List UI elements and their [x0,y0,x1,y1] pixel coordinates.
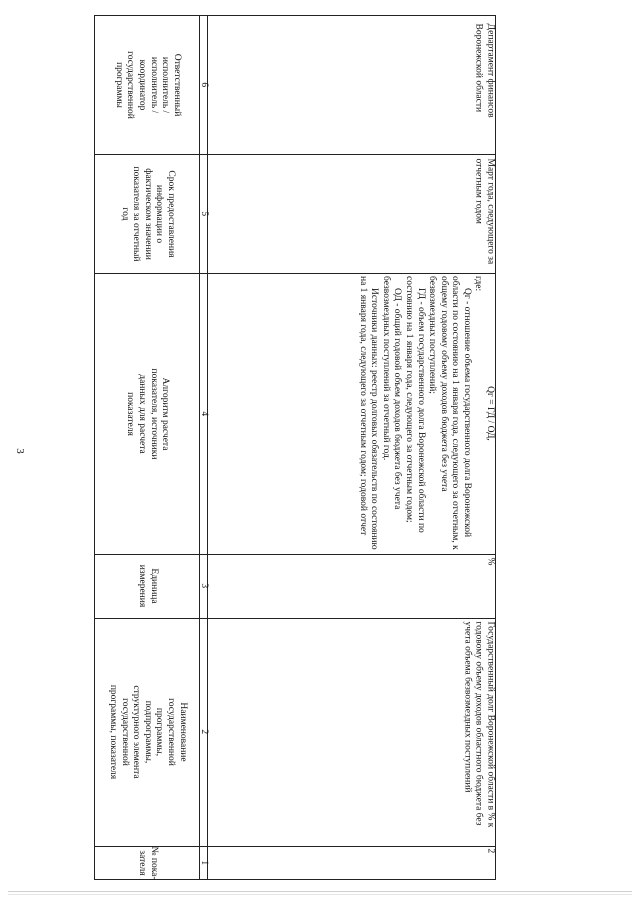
column-number-2: 2 [198,729,209,735]
column-number-6: 6 [198,82,209,88]
header-indicator-name: Наименование государственной программы, подпрограммы, структурного элемента государственной программы, показателя [108,684,188,780]
data-sources: Источники данных: реестр долговых обязательств по состоянию на 1 января года, следующего за отчетным годом; годовой отчет [357,276,380,550]
definition-qg: Qг - отношение объема государственного долга Воронежской области по состоянию на 1 января года, следующего за отчетным, к общему годовому объему доходов бюджета без учета безвозмездных поступлений; [427,276,472,550]
column-number-4: 4 [198,411,209,416]
header-unit: Единица измерения [137,564,159,608]
formula: Qг = ГД / ОД, [485,386,495,441]
definition-od: ОД - общий годовой объем доходов бюджета без учета безвозмездных поступлений за отчетный год. [380,276,403,510]
where-label: где: [473,276,484,292]
definition-gd: ГД - объем государственного долга Воронежской области по состоянию на 1 января года, следующего за отчетным годом; [403,276,426,533]
cell-unit: % [485,557,495,565]
header-indicator-number: № пока- зателя [137,846,159,880]
indicator-table [94,15,496,880]
scan-line [8,894,632,895]
header-algorithm: Алгоритм расчета показателя, источники данных для расчета показателя [125,368,171,459]
header-executor: Ответственный исполнитель / исполнитель / координатор государственной программы [113,51,182,119]
cell-executor: Департамент финансов Воронежской области [473,23,495,118]
scan-line [8,891,632,892]
cell-algorithm [208,273,495,554]
header-deadline: Срок предоставления информации о фактическом значении показателя за отчетный год [119,166,176,261]
column-number-1: 1 [198,860,209,866]
page-number: 3 [14,448,26,454]
cell-indicator-number: 2 [485,848,495,853]
column-number-5: 5 [198,211,209,216]
column-number-3: 3 [198,583,209,589]
cell-indicator-name: Государственный долг Воронежской области в % к годовому объему доходов областного бюджета без учета объема безвозмездных поступлений [461,621,495,827]
cell-deadline: Март года, следующего за отчетным годом [473,158,495,265]
